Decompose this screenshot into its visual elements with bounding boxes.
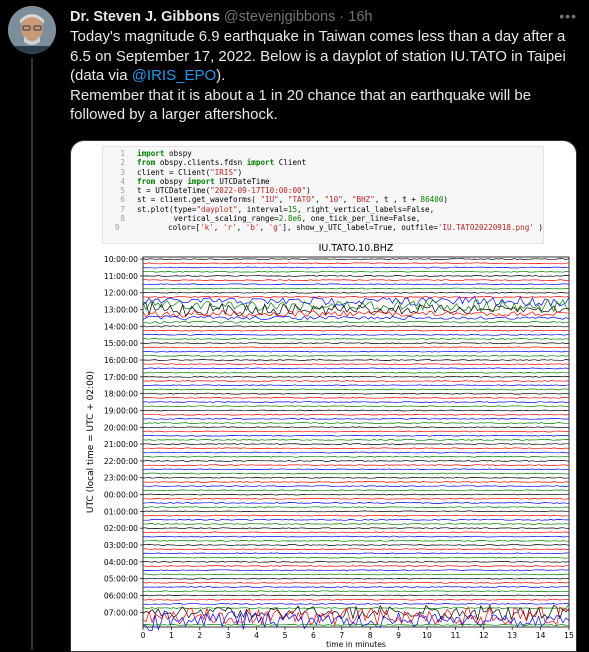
avatar[interactable]	[8, 6, 56, 54]
code-line	[103, 195, 543, 204]
code-line-number: 9	[114, 223, 120, 233]
dayplot-chart	[71, 241, 576, 651]
code-line-text: vertical_scaling_range=2.8e6, one_tick_per_line=False,	[137, 214, 421, 224]
code-line	[103, 177, 543, 186]
y-tick-label: 14:00:00	[103, 322, 138, 332]
code-line-number: 3	[120, 167, 125, 177]
code-line-text: import obspy	[137, 149, 192, 158]
code-line	[103, 168, 543, 177]
x-tick-label: 8	[367, 631, 373, 640]
tweet-header	[70, 9, 372, 25]
x-tick-label: 5	[282, 631, 288, 640]
x-tick-label: 12	[478, 631, 489, 640]
code-line-number: 6	[120, 195, 125, 205]
tweet-time[interactable]: 16h	[348, 9, 373, 25]
x-tick-label: 4	[254, 631, 260, 640]
x-tick-label: 11	[450, 631, 461, 640]
x-tick-label: 15	[564, 631, 574, 640]
code-line	[103, 158, 543, 167]
x-tick-label: 7	[339, 631, 345, 640]
x-tick-label: 9	[396, 631, 402, 640]
code-line-text: from obspy.clients.fdsn import Client	[137, 158, 307, 168]
chart-title: IU.TATO.10.BHZ	[318, 243, 394, 254]
plot-frame	[143, 257, 569, 627]
y-tick-label: 01:00:00	[103, 507, 138, 517]
y-tick-label: 16:00:00	[103, 356, 138, 366]
y-axis-label: UTC (local time = UTC + 02:00)	[86, 370, 96, 514]
code-line	[103, 205, 543, 214]
code-line-number: 2	[120, 158, 125, 168]
y-tick-label: 17:00:00	[103, 372, 138, 382]
y-tick-label: 06:00:00	[103, 591, 138, 601]
y-tick-label: 07:00:00	[103, 608, 138, 618]
x-tick-label: 3	[225, 631, 231, 640]
y-tick-label: 21:00:00	[103, 440, 138, 450]
tweet-text-part2: ).	[216, 67, 226, 85]
y-tick-label: 00:00:00	[103, 490, 138, 500]
y-tick-label: 10:00:00	[103, 255, 138, 265]
author-name[interactable]: Dr. Steven J. Gibbons	[70, 9, 220, 25]
tweet-text-part1: Today's magnitude 6.9 earthquake in Taiwan comes less than a day after a 6.5 on September 17, 2022. Below is a dayplot of station IU.TATO in Taipei (data via	[70, 28, 566, 85]
y-tick-label: 13:00:00	[103, 305, 138, 315]
mention-link[interactable]: @IRIS_EPO	[131, 67, 217, 85]
y-tick-label: 11:00:00	[103, 271, 138, 281]
code-line-number: 1	[120, 149, 125, 158]
code-line-text: from obspy import UTCDateTime	[137, 176, 270, 186]
code-line	[103, 149, 543, 158]
x-tick-label: 10	[422, 631, 432, 640]
y-tick-label: 22:00:00	[103, 456, 138, 466]
more-options-icon[interactable]: •••	[559, 8, 577, 24]
author-handle[interactable]: @stevenjgibbons	[223, 9, 336, 25]
x-axis-label: time in minutes	[326, 640, 386, 649]
thread-line	[31, 58, 33, 650]
x-tick-label: 13	[507, 631, 518, 640]
y-tick-label: 03:00:00	[103, 541, 138, 551]
code-line-number: 4	[120, 176, 125, 186]
code-line-text: client = Client("IRIS")	[137, 167, 243, 177]
y-tick-label: 15:00:00	[103, 339, 138, 349]
y-tick-label: 20:00:00	[103, 423, 138, 433]
separator: ·	[339, 9, 345, 25]
tweet-text	[70, 27, 575, 125]
y-tick-label: 18:00:00	[103, 389, 138, 399]
code-line	[103, 214, 543, 223]
x-tick-label: 14	[535, 631, 546, 640]
code-line-number: 7	[120, 204, 125, 214]
y-tick-label: 23:00:00	[103, 473, 138, 483]
code-line	[103, 186, 543, 195]
code-line-text: st = client.get_waveforms( "IU", "TATO", "10", "BHZ", t , t + 86400)	[137, 195, 448, 205]
x-tick-label: 1	[168, 631, 174, 640]
x-tick-label: 0	[140, 631, 146, 640]
code-line-number: 5	[120, 186, 125, 196]
tweet-text-line2: Remember that it is about a 1 in 20 chance that an earthquake will be followed by a larger aftershock.	[70, 86, 532, 124]
y-tick-label: 02:00:00	[103, 524, 138, 534]
code-line-text: t = UTCDateTime("2022-09-17T10:00:00")	[137, 186, 311, 196]
x-tick-label: 6	[310, 631, 316, 640]
y-tick-label: 04:00:00	[103, 557, 138, 567]
code-line	[103, 223, 543, 232]
y-tick-label: 19:00:00	[103, 406, 138, 416]
code-line-text: st.plot(type="dayplot", interval=15, right_vertical_labels=False,	[137, 204, 435, 214]
y-tick-label: 12:00:00	[103, 288, 138, 298]
code-block	[102, 146, 544, 244]
code-line-number: 8	[120, 214, 125, 224]
tweet-image[interactable]	[70, 140, 577, 652]
y-tick-label: 05:00:00	[103, 574, 138, 584]
x-tick-label: 2	[197, 631, 203, 640]
code-line-text: color=['k', 'r', 'b', 'g'], show_y_UTC_label=True, outfile='IU.TATO20220918.png' )	[131, 223, 543, 233]
